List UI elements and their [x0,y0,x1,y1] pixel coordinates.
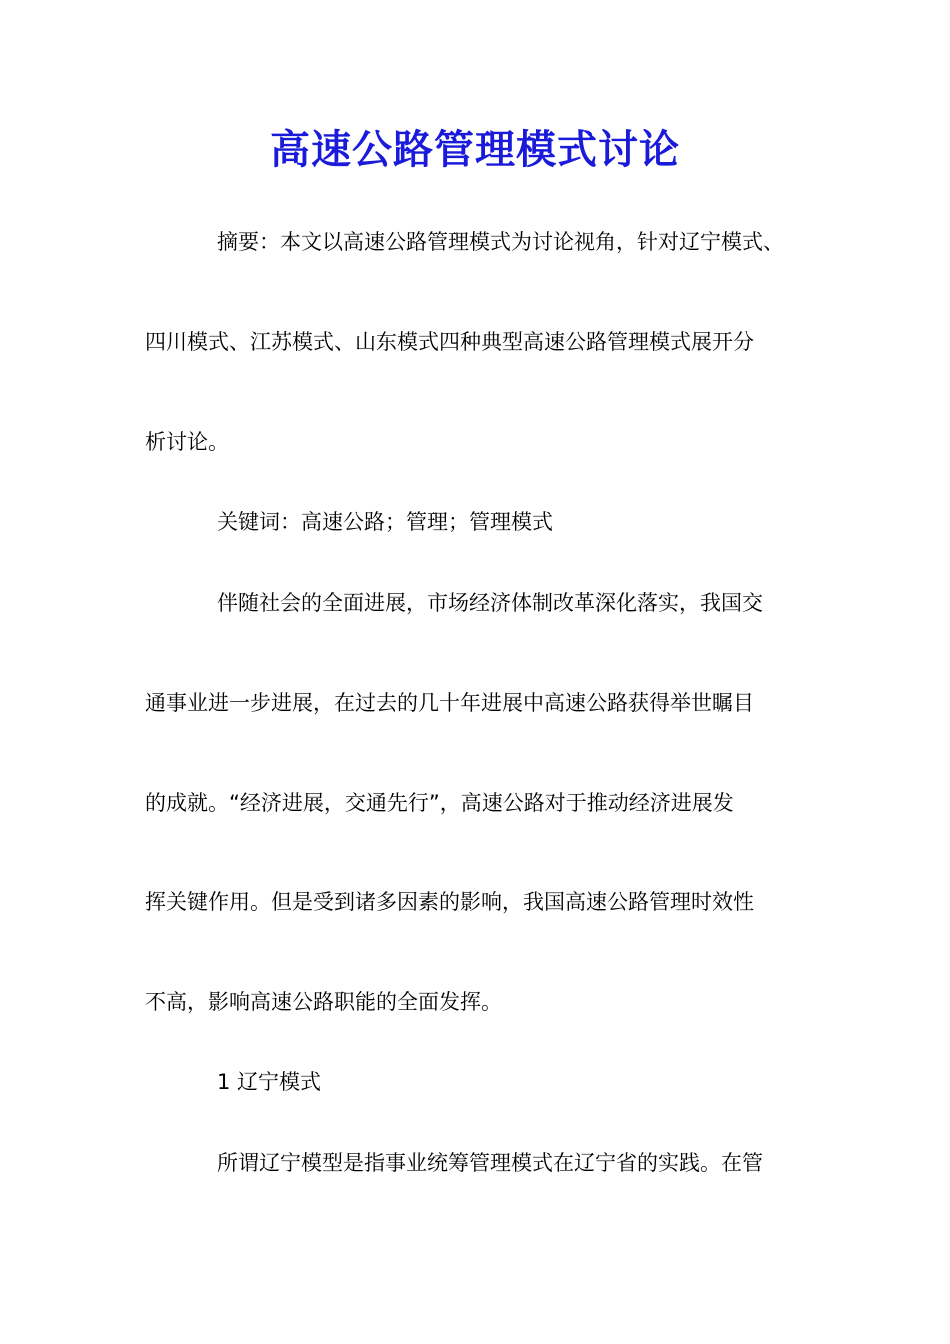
abstract-line-1: 摘要：本文以高速公路管理模式为讨论视角，针对辽宁模式、 [217,230,784,254]
section-body-line-1: 所谓辽宁模型是指事业统筹管理模式在辽宁省的实践。在管 [217,1151,763,1175]
body-line-4: 挥关键作用。但是受到诸多因素的影响，我国高速公路管理时效性 [145,890,754,914]
body-line-5: 不高，影响高速公路职能的全面发挥。 [145,990,502,1014]
document-title: 高速公路管理模式讨论 [270,126,680,173]
abstract-line-2: 四川模式、江苏模式、山东模式四种典型高速公路管理模式展开分 [145,330,754,354]
body-line-1: 伴随社会的全面进展，市场经济体制改革深化落实，我国交 [217,591,763,615]
body-line-2: 通事业进一步进展，在过去的几十年进展中高速公路获得举世瞩目 [145,691,754,715]
abstract-line-3: 析讨论。 [145,430,229,454]
section-heading: 1 辽宁模式 [217,1070,322,1094]
keywords-line: 关键词：高速公路；管理；管理模式 [217,510,553,534]
body-line-3: 的成就。“经济进展，交通先行”，高速公路对于推动经济进展发 [145,791,734,815]
